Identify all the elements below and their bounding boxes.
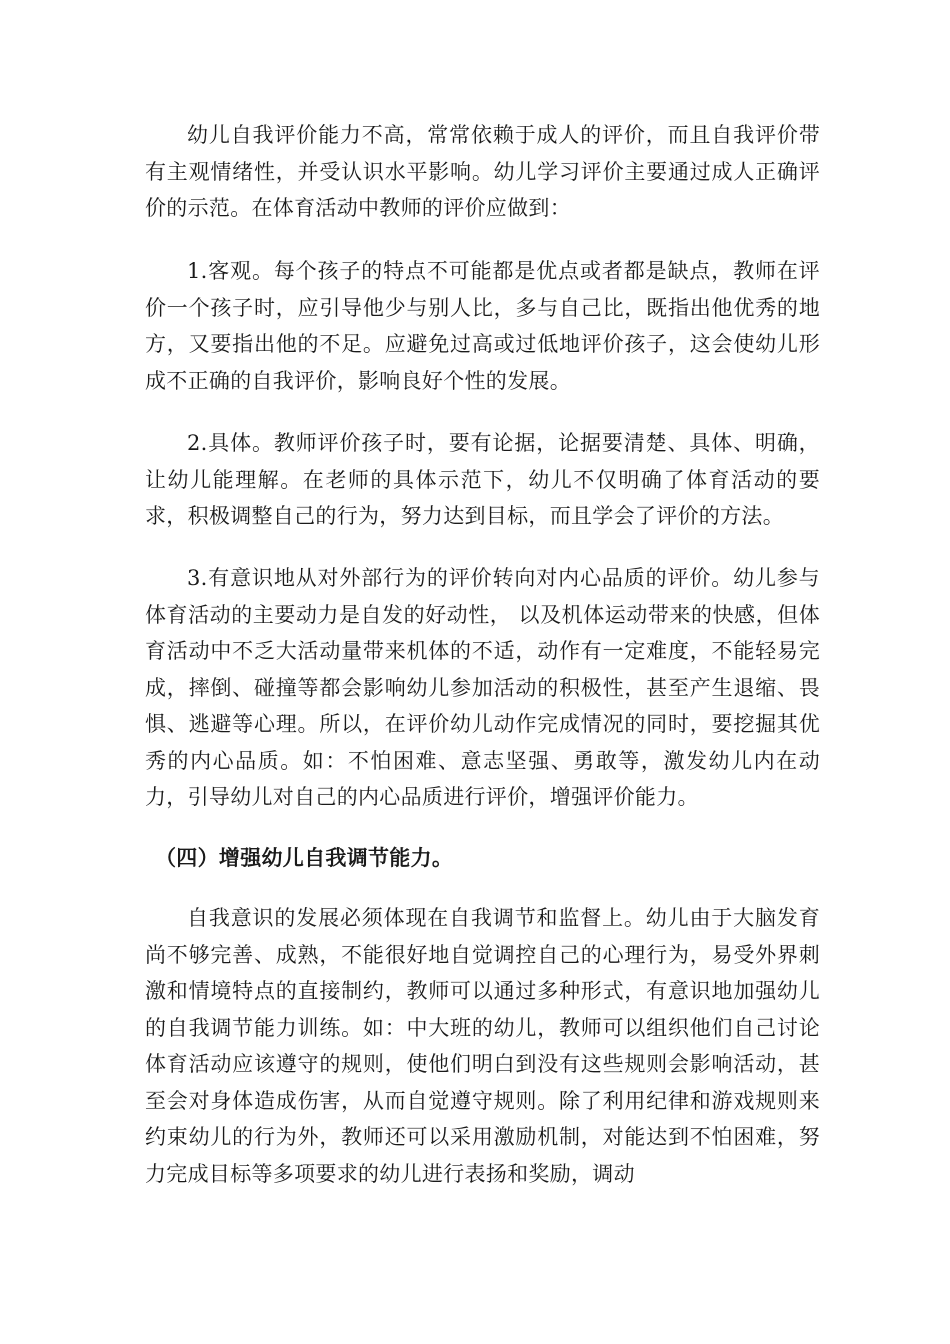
section-heading: （四）增强幼儿自我调节能力。	[155, 846, 454, 870]
section-body-paragraph: 自我意识的发展必须体现在自我调节和监督上。幼儿由于大脑发育尚不够完善、成熟，不能很好地自觉调控自己的心理行为，易受外界刺激和情境特点的直接制约，教师可以通过多种形式，有意识地加强幼儿的自我调节能力训练。如：中大班的幼儿，教师可以组织他们自己讨论体育活动应该遵守的规则，使他们明白到没有这些规则会影响活动，甚至会对身体造成伤害，从而自觉遵守规则。除了利用纪律和游戏规则来约束幼儿的行为外，教师还可以采用激励机制，对能达到不怕困难，努力完成目标等多项要求的幼儿进行表扬和奖励，调动	[145, 906, 820, 1186]
point-inner-quality-paragraph: 3.有意识地从对外部行为的评价转向对内心品质的评价。幼儿参与体育活动的主要动力是自发的好动性， 以及机体运动带来的快感，但体育活动中不乏大活动量带来机体的不适，动作有一定难度，不能轻易完成，摔倒、碰撞等都会影响幼儿参加活动的积极性，甚至产生退缩、畏惧、逃避等心理。所以，在评价幼儿动作完成情况的同时，要挖掘其优秀的内心品质。如：不怕困难、意志坚强、勇敢等，激发幼儿内在动力，引导幼儿对自己的内心品质进行评价，增强评价能力。	[145, 566, 820, 809]
point-objective-paragraph: 1.客观。每个孩子的特点不可能都是优点或者都是缺点，教师在评价一个孩子时，应引导他少与别人比，多与自己比，既指出他优秀的地方，又要指出他的不足。应避免过高或过低地评价孩子，这会使幼儿形成不正确的自我评价，影响良好个性的发展。	[145, 259, 820, 393]
point-specific-paragraph: 2.具体。教师评价孩子时，要有论据，论据要清楚、具体、明确，让幼儿能理解。在老师的具体示范下，幼儿不仅明确了体育活动的要求，积极调整自己的行为，努力达到目标，而且学会了评价的方法。	[145, 431, 820, 528]
intro-paragraph: 幼儿自我评价能力不高，常常依赖于成人的评价，而且自我评价带有主观情绪性，并受认识水平影响。幼儿学习评价主要通过成人正确评价的示范。在体育活动中教师的评价应做到：	[145, 123, 820, 220]
